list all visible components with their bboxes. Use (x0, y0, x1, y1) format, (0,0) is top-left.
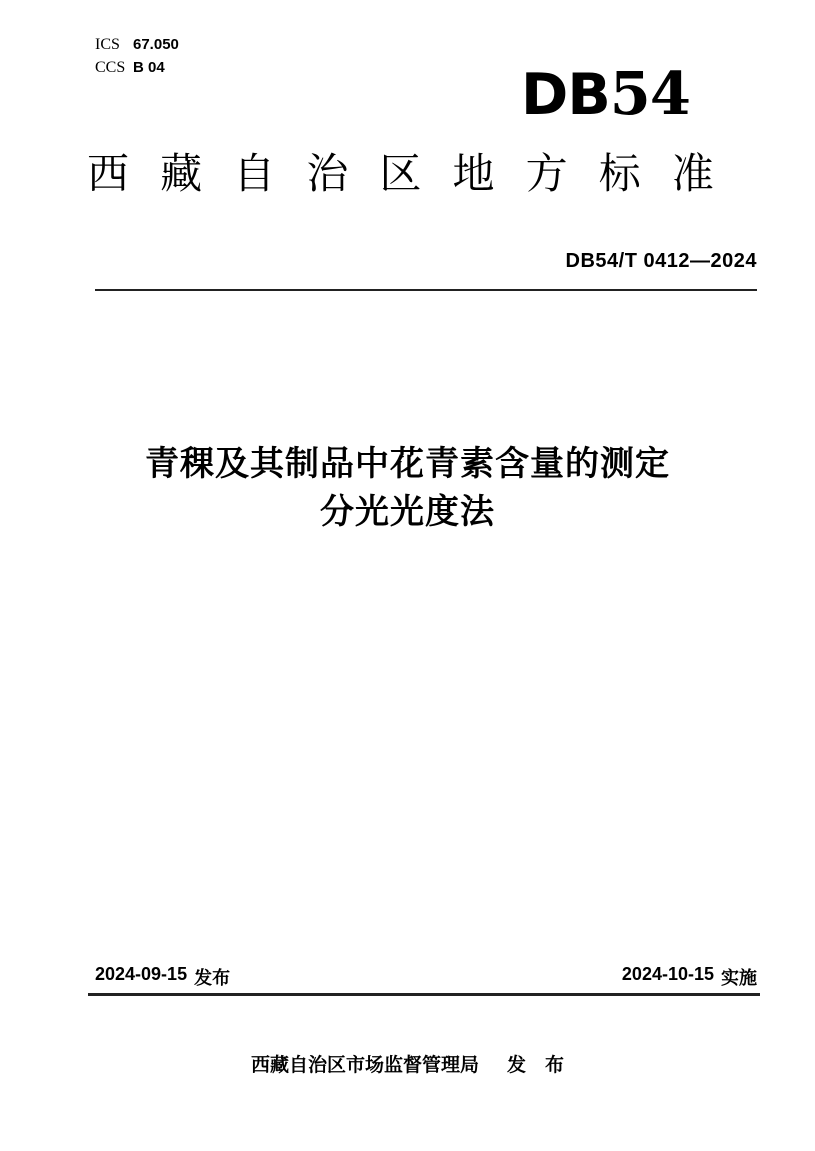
standard-type-heading (87, 150, 714, 198)
ccs-line (95, 56, 179, 79)
standard-type-char: 藏 (160, 150, 203, 197)
ics-label: ICS (95, 36, 120, 53)
issue-date: 2024-09-15 (95, 964, 188, 984)
standard-type-char: 标 (598, 150, 641, 197)
db54-logo-number: 54 (609, 59, 690, 128)
dates-row (95, 964, 757, 990)
publish-action-label: 发 布 (507, 1055, 565, 1076)
title-line-2: 分光光度法 (320, 493, 495, 531)
publisher-row (0, 1050, 815, 1077)
footer-rule (88, 993, 760, 996)
publisher-name: 西藏自治区市场监督管理局 (250, 1055, 479, 1076)
implement-date: 2024-10-15 (621, 964, 714, 984)
standard-type-char: 治 (306, 150, 349, 197)
issue-label: 发布 (194, 968, 231, 988)
implement-label: 实施 (721, 968, 757, 988)
implement-date-group (622, 964, 757, 990)
ccs-label: CCS (95, 59, 126, 76)
header-rule (95, 289, 757, 291)
title-line-1: 青稞及其制品中花青素含量的测定 (145, 445, 670, 483)
ccs-value: B 04 (133, 59, 165, 76)
db54-logo-letters: DB (521, 62, 610, 128)
ics-value: 67.050 (133, 36, 179, 53)
document-title (0, 440, 815, 536)
standard-type-char: 区 (379, 150, 422, 197)
standard-type-char: 地 (452, 150, 495, 197)
standard-number: DB54/T 0412—2024 (565, 250, 757, 272)
standard-type-char: 西 (87, 150, 130, 197)
ics-line (95, 33, 179, 56)
standard-type-char: 自 (233, 150, 276, 197)
db54-logo (521, 59, 690, 128)
standard-type-char: 准 (671, 150, 714, 197)
classification-codes (95, 33, 179, 79)
issue-date-group (95, 964, 230, 990)
standard-type-char: 方 (525, 150, 568, 197)
